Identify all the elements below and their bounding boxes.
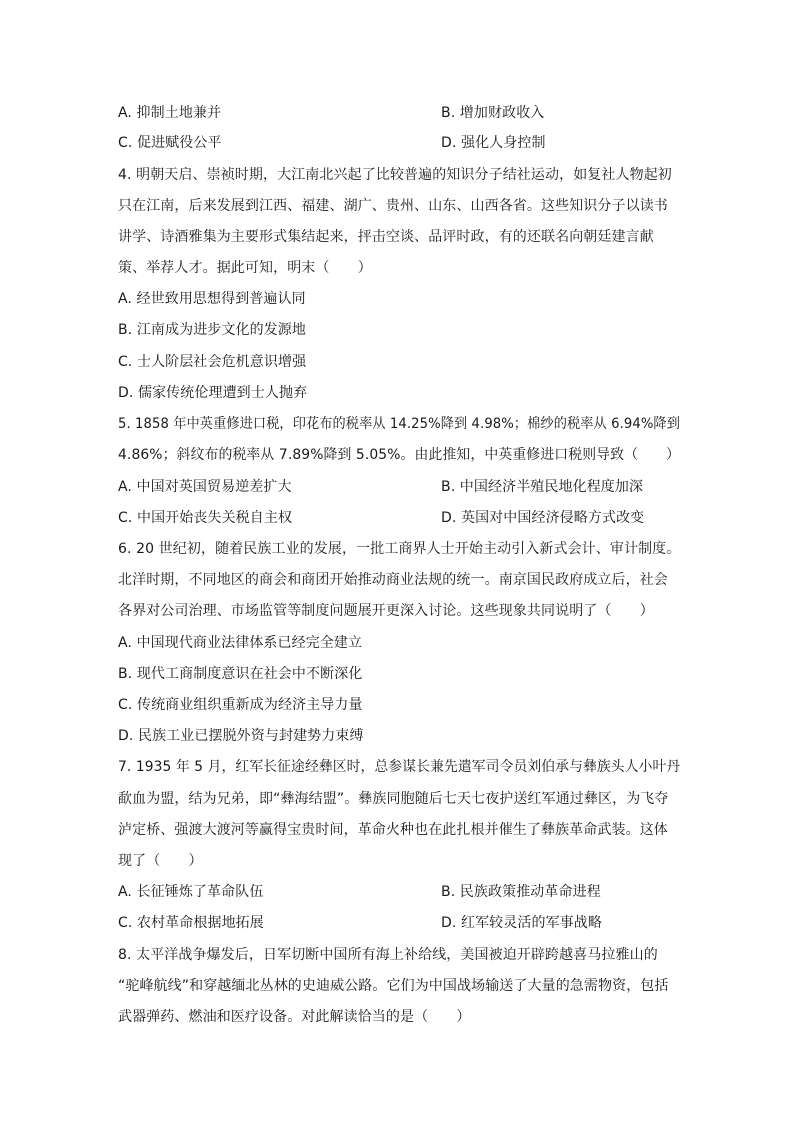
q7-option-b[interactable]: B. 民族政策推动革命进程 bbox=[441, 884, 601, 900]
q6-stem-line-1: 6. 20 世纪初，随着民族工业的发展，一批工商界人士开始主动引入新式会计、审计制度。 bbox=[118, 541, 681, 557]
q7-stem-line-3: 泸定桥、强渡大渡河等赢得宝贵时间，革命火种也在此扎根并催生了彝族革命武装。这体 bbox=[118, 822, 668, 838]
q4-stem-line-4: 策、举荐人才。据此可知，明末（ ） bbox=[118, 260, 372, 276]
q3-option-a[interactable]: A. 抑制土地兼并 bbox=[118, 105, 222, 121]
q3-option-b[interactable]: B. 增加财政收入 bbox=[441, 105, 545, 121]
q7-stem-line-1: 7. 1935 年 5 月，红军长征途经彝区时，总参谋长兼先遣军司令员刘伯承与彝族头人小叶丹 bbox=[118, 759, 681, 775]
q4-stem-line-3: 讲学、诗酒雅集为主要形式集结起来，抨击空谈、品评时政，有的还联名向朝廷建言献 bbox=[118, 229, 654, 245]
q6-option-a[interactable]: A. 中国现代商业法律体系已经完全建立 bbox=[118, 635, 363, 651]
q8-stem-line-2: “驼峰航线”和穿越缅北丛林的史迪威公路。它们为中国战场输送了大量的急需物资，包括 bbox=[118, 978, 669, 994]
q5-option-d[interactable]: D. 英国对中国经济侵略方式改变 bbox=[441, 510, 645, 526]
q7-stem-line-4: 现了（ ） bbox=[118, 853, 203, 869]
q6-option-d[interactable]: D. 民族工业已摆脱外资与封建势力束缚 bbox=[118, 728, 364, 744]
q7-stem-line-2: 歃血为盟，结为兄弟，即“彝海结盟”。彝族同胞随后七天七夜护送红军通过彝区，为飞夺 bbox=[118, 791, 669, 807]
q8-stem-line-3: 武器弹药、燃油和医疗设备。对此解读恰当的是（ ） bbox=[118, 1009, 471, 1025]
q7-option-a[interactable]: A. 长征锤炼了革命队伍 bbox=[118, 884, 264, 900]
q5-option-b[interactable]: B. 中国经济半殖民地化程度加深 bbox=[441, 479, 644, 495]
q3-option-d[interactable]: D. 强化人身控制 bbox=[441, 135, 546, 151]
q7-option-d[interactable]: D. 红军较灵活的军事战略 bbox=[441, 915, 602, 931]
q5-stem-line-2: 4.86%；斜纹布的税率从 7.89%降到 5.05%。由此推知，中英重修进口税则导致（ ） bbox=[118, 447, 681, 463]
q4-option-b[interactable]: B. 江南成为进步文化的发源地 bbox=[118, 322, 307, 338]
q4-stem-line-2: 只在江南，后来发展到江西、福建、湖广、贵州、山东、山西各省。这些知识分子以读书 bbox=[118, 198, 668, 214]
q6-option-c[interactable]: C. 传统商业组织重新成为经济主导力量 bbox=[118, 697, 363, 713]
q4-option-d[interactable]: D. 儒家传统伦理遭到士人抛弃 bbox=[118, 385, 308, 401]
q3-option-c[interactable]: C. 促进赋役公平 bbox=[118, 135, 222, 151]
q4-option-a[interactable]: A. 经世致用思想得到普遍认同 bbox=[118, 291, 306, 307]
q5-option-a[interactable]: A. 中国对英国贸易逆差扩大 bbox=[118, 479, 292, 495]
q7-option-c[interactable]: C. 农村革命根据地拓展 bbox=[118, 915, 264, 931]
q5-option-c[interactable]: C. 中国开始丧失关税自主权 bbox=[118, 510, 293, 526]
q4-option-c[interactable]: C. 士人阶层社会危机意识增强 bbox=[118, 354, 307, 370]
q4-stem-line-1: 4. 明朝天启、崇祯时期，大江南北兴起了比较普遍的知识分子结社运动，如复社人物起初 bbox=[118, 167, 672, 183]
q8-stem-line-1: 8. 太平洋战争爆发后，日军切断中国所有海上补给线，美国被迫开辟跨越喜马拉雅山的 bbox=[118, 947, 658, 963]
q6-option-b[interactable]: B. 现代工商制度意识在社会中不断深化 bbox=[118, 666, 363, 682]
q6-stem-line-3: 各界对公司治理、市场监管等制度问题展开更深入讨论。这些现象共同说明了（ ） bbox=[118, 603, 654, 619]
q5-stem-line-1: 5. 1858 年中英重修进口税，印花布的税率从 14.25%降到 4.98%；棉纱的税率从 6.94%降到 bbox=[118, 416, 680, 432]
q6-stem-line-2: 北洋时期，不同地区的商会和商团开始推动商业法规的统一。南京国民政府成立后，社会 bbox=[118, 572, 668, 588]
